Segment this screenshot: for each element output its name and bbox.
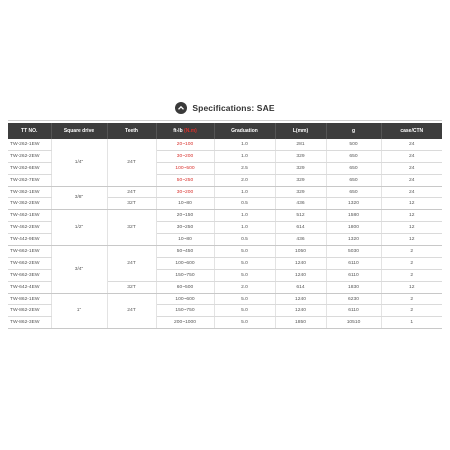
case-cell: 2: [381, 257, 442, 269]
ftlb-cell: 150~750: [156, 305, 214, 317]
tt-no-cell: TW-662-3EW: [8, 269, 51, 281]
case-cell: 2: [381, 293, 442, 305]
graduation-cell: 5.0: [214, 246, 275, 258]
tt-no-cell: TW-862-1EW: [8, 293, 51, 305]
case-cell: 12: [381, 210, 442, 222]
graduation-cell: 1.0: [214, 210, 275, 222]
teeth-cell: 32T: [107, 210, 156, 246]
teeth-cell: 32T: [107, 281, 156, 293]
graduation-cell: 1.0: [214, 186, 275, 198]
teeth-cell: 24T: [107, 246, 156, 282]
length-cell: 1050: [275, 246, 326, 258]
case-cell: 24: [381, 139, 442, 150]
tt-no-cell: TW-262-1EW: [8, 139, 51, 150]
teeth-cell: 24T: [107, 293, 156, 329]
weight-cell: 650: [326, 186, 381, 198]
tt-no-cell: TW-662-1EW: [8, 246, 51, 258]
ftlb-cell: 50~450: [156, 246, 214, 258]
ftlb-cell: 30~250: [156, 222, 214, 234]
length-cell: 1240: [275, 305, 326, 317]
weight-cell: 6110: [326, 305, 381, 317]
col-header-ftlb-unit: (N.m): [184, 128, 197, 134]
col-header-case: case/CTN: [381, 123, 442, 139]
length-cell: 1850: [275, 317, 326, 329]
length-cell: 436: [275, 198, 326, 210]
page-title: Specifications: SAE: [192, 103, 275, 113]
weight-cell: 5030: [326, 246, 381, 258]
case-cell: 2: [381, 305, 442, 317]
tt-no-cell: TW-262-6EW: [8, 162, 51, 174]
tt-no-cell: TW-442-9EW: [8, 234, 51, 246]
table-row: [8, 139, 442, 150]
length-cell: 1240: [275, 293, 326, 305]
case-cell: 24: [381, 186, 442, 198]
weight-cell: 6230: [326, 293, 381, 305]
square-drive-cell: 1/4": [51, 139, 107, 186]
col-header-ftlb: [156, 123, 214, 139]
length-cell: 614: [275, 222, 326, 234]
ftlb-cell: 150~750: [156, 269, 214, 281]
graduation-cell: 5.0: [214, 293, 275, 305]
weight-cell: 650: [326, 174, 381, 186]
graduation-cell: 5.0: [214, 305, 275, 317]
ftlb-cell: 200~1000: [156, 317, 214, 329]
table-row: [8, 246, 442, 258]
spec-table: [8, 123, 442, 329]
teeth-cell: 24T: [107, 186, 156, 198]
graduation-cell: 5.0: [214, 317, 275, 329]
tt-no-cell: TW-642-4EW: [8, 281, 51, 293]
length-cell: 329: [275, 150, 326, 162]
square-drive-cell: 1/2": [51, 210, 107, 246]
tt-no-cell: TW-462-1EW: [8, 210, 51, 222]
weight-cell: 10510: [326, 317, 381, 329]
case-cell: 12: [381, 222, 442, 234]
tt-no-cell: TW-462-2EW: [8, 222, 51, 234]
tt-no-cell: TW-662-2EW: [8, 257, 51, 269]
graduation-cell: 2.0: [214, 281, 275, 293]
case-cell: 12: [381, 234, 442, 246]
weight-cell: 1830: [326, 281, 381, 293]
ftlb-cell: 60~500: [156, 281, 214, 293]
length-cell: 329: [275, 186, 326, 198]
weight-cell: 650: [326, 150, 381, 162]
col-header-length: L(mm): [275, 123, 326, 139]
ftlb-cell: 100~600: [156, 293, 214, 305]
graduation-cell: 0.5: [214, 198, 275, 210]
length-cell: 1240: [275, 269, 326, 281]
col-header-tt-no: TT NO.: [8, 123, 51, 139]
graduation-cell: 1.0: [214, 139, 275, 150]
case-cell: 12: [381, 281, 442, 293]
tt-no-cell: TW-362-2EW: [8, 198, 51, 210]
table-header-row: [8, 123, 442, 139]
table-row: [8, 186, 442, 198]
length-cell: 614: [275, 281, 326, 293]
tt-no-cell: TW-862-3EW: [8, 317, 51, 329]
ftlb-cell: 100~600: [156, 257, 214, 269]
weight-cell: 1320: [326, 198, 381, 210]
spec-heading: [0, 99, 450, 117]
ftlb-cell: 30~200: [156, 150, 214, 162]
ftlb-cell: 20~100: [156, 139, 214, 150]
square-drive-cell: 1": [51, 293, 107, 329]
tt-no-cell: TW-362-1EW: [8, 186, 51, 198]
case-cell: 24: [381, 174, 442, 186]
col-header-graduation: Graduation: [214, 123, 275, 139]
length-cell: 281: [275, 139, 326, 150]
col-header-teeth: Teeth: [107, 123, 156, 139]
length-cell: 329: [275, 162, 326, 174]
graduation-cell: 2.0: [214, 174, 275, 186]
weight-cell: 500: [326, 139, 381, 150]
graduation-cell: 1.0: [214, 150, 275, 162]
square-drive-cell: 3/8": [51, 186, 107, 210]
ftlb-cell: 30~200: [156, 186, 214, 198]
weight-cell: 650: [326, 162, 381, 174]
graduation-cell: 0.5: [214, 234, 275, 246]
square-drive-cell: 3/4": [51, 246, 107, 294]
case-cell: 1: [381, 317, 442, 329]
case-cell: 24: [381, 150, 442, 162]
tt-no-cell: TW-862-2EW: [8, 305, 51, 317]
ftlb-cell: 10~80: [156, 234, 214, 246]
teeth-cell: 32T: [107, 198, 156, 210]
divider: [8, 120, 442, 121]
ftlb-cell: 50~250: [156, 174, 214, 186]
graduation-cell: 5.0: [214, 257, 275, 269]
col-header-weight: g: [326, 123, 381, 139]
ftlb-cell: 10~80: [156, 198, 214, 210]
ftlb-cell: 20~150: [156, 210, 214, 222]
case-cell: 2: [381, 246, 442, 258]
case-cell: 24: [381, 162, 442, 174]
length-cell: 329: [275, 174, 326, 186]
tt-no-cell: TW-262-2EW: [8, 150, 51, 162]
case-cell: 12: [381, 198, 442, 210]
table-row: [8, 293, 442, 305]
weight-cell: 6110: [326, 257, 381, 269]
length-cell: 512: [275, 210, 326, 222]
case-cell: 2: [381, 269, 442, 281]
chevron-up-icon[interactable]: [175, 102, 187, 114]
length-cell: 1240: [275, 257, 326, 269]
graduation-cell: 2.5: [214, 162, 275, 174]
weight-cell: 1800: [326, 222, 381, 234]
tt-no-cell: TW-262-7EW: [8, 174, 51, 186]
teeth-cell: 24T: [107, 139, 156, 186]
weight-cell: 6110: [326, 269, 381, 281]
table-row: [8, 210, 442, 222]
weight-cell: 1580: [326, 210, 381, 222]
ftlb-cell: 100~500: [156, 162, 214, 174]
weight-cell: 1320: [326, 234, 381, 246]
col-header-square-drive: Square drive: [51, 123, 107, 139]
graduation-cell: 5.0: [214, 269, 275, 281]
length-cell: 436: [275, 234, 326, 246]
col-header-ftlb-label: ft-lb: [173, 128, 183, 134]
graduation-cell: 1.0: [214, 222, 275, 234]
